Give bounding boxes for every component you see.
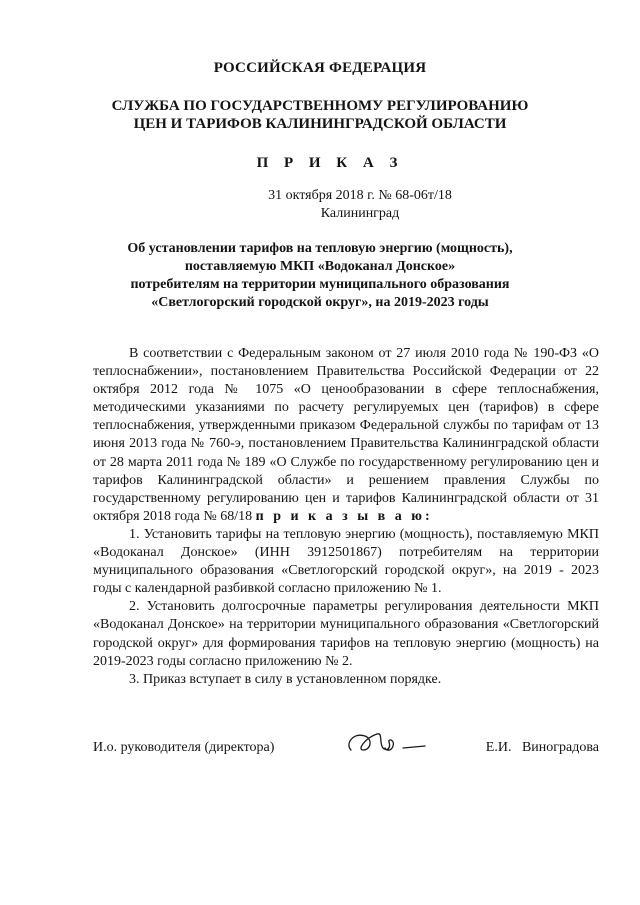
handwritten-signature <box>343 726 443 762</box>
document-type: П Р И К А З <box>256 155 404 171</box>
agency-line-2: ЦЕН И ТАРИФОВ КАЛИНИНГРАДСКОЙ ОБЛАСТИ <box>133 116 507 132</box>
title-line-1: Об установлении тарифов на тепловую энергию (мощность), <box>127 241 513 256</box>
date-block <box>250 187 470 223</box>
signature-row <box>93 740 599 770</box>
document-body <box>93 345 599 689</box>
document-title <box>0 240 640 312</box>
item-2: 2. Установить долгосрочные параметры регулирования деятельности МКП «Водоканал Донское» на территории муниципального образования «Светлогорский городской округ» для формирования тарифов на тепловую энергию (мощность) на 2019-2023 годы согласно приложению № 2. <box>93 599 599 669</box>
title-line-4: «Светлогорский городской округ», на 2019-2023 годы <box>151 295 489 310</box>
item-3: 3. Приказ вступает в силу в установленном порядке. <box>129 671 442 687</box>
signer-position: И.о. руководителя (директора) <box>93 740 275 755</box>
agency-heading <box>0 97 640 133</box>
city: Калининград <box>320 206 400 221</box>
item-1: 1. Установить тарифы на тепловую энергию (мощность), поставляемую МКП «Водоканал Донское» (ИНН 3912501867) потребителям на территории муниципального образования «Светлогорский городской округ», на 2019 - 2023 годы с календарной разбивкой согласно приложению № 1. <box>93 526 599 597</box>
country-heading: РОССИЙСКАЯ ФЕДЕРАЦИЯ <box>213 60 427 76</box>
order-word: п р и к а з ы в а ю: <box>255 508 433 524</box>
date-number: 31 октября 2018 г. № 68-06т/18 <box>268 188 452 203</box>
agency-line-1: СЛУЖБА ПО ГОСУДАРСТВЕННОМУ РЕГУЛИРОВАНИЮ <box>111 98 529 114</box>
preamble-paragraph <box>93 345 599 526</box>
title-line-3: потребителям на территории муниципального образования <box>130 277 510 292</box>
signer-name: Е.И. Виноградова <box>485 740 599 755</box>
title-line-2: поставляемую МКП «Водоканал Донское» <box>184 259 456 274</box>
preamble-text: В соответствии с Федеральным законом от 27 июля 2010 года № 190-ФЗ «О теплоснабжении», постановлением Правительства Российской Федерации от 22 октября 2012 года № 1075 «О ценообразовании в сфере теплоснабжения, методическими указаниями по расчету регулируемых цен (тарифов) в сфере теплоснабжения, утвержденными приказом Федеральной службы по тарифам от 13 июня 2013 года № 760-э, постановлением Правительства Калининградской области от 28 марта 2011 года № 189 «О Службе по государственному регулированию цен и тарифов Калининградской области» и решением правления Службы по государственному регулированию цен и тарифов Калининградской области от 31 октября 2018 года № 68/18 <box>93 346 599 524</box>
